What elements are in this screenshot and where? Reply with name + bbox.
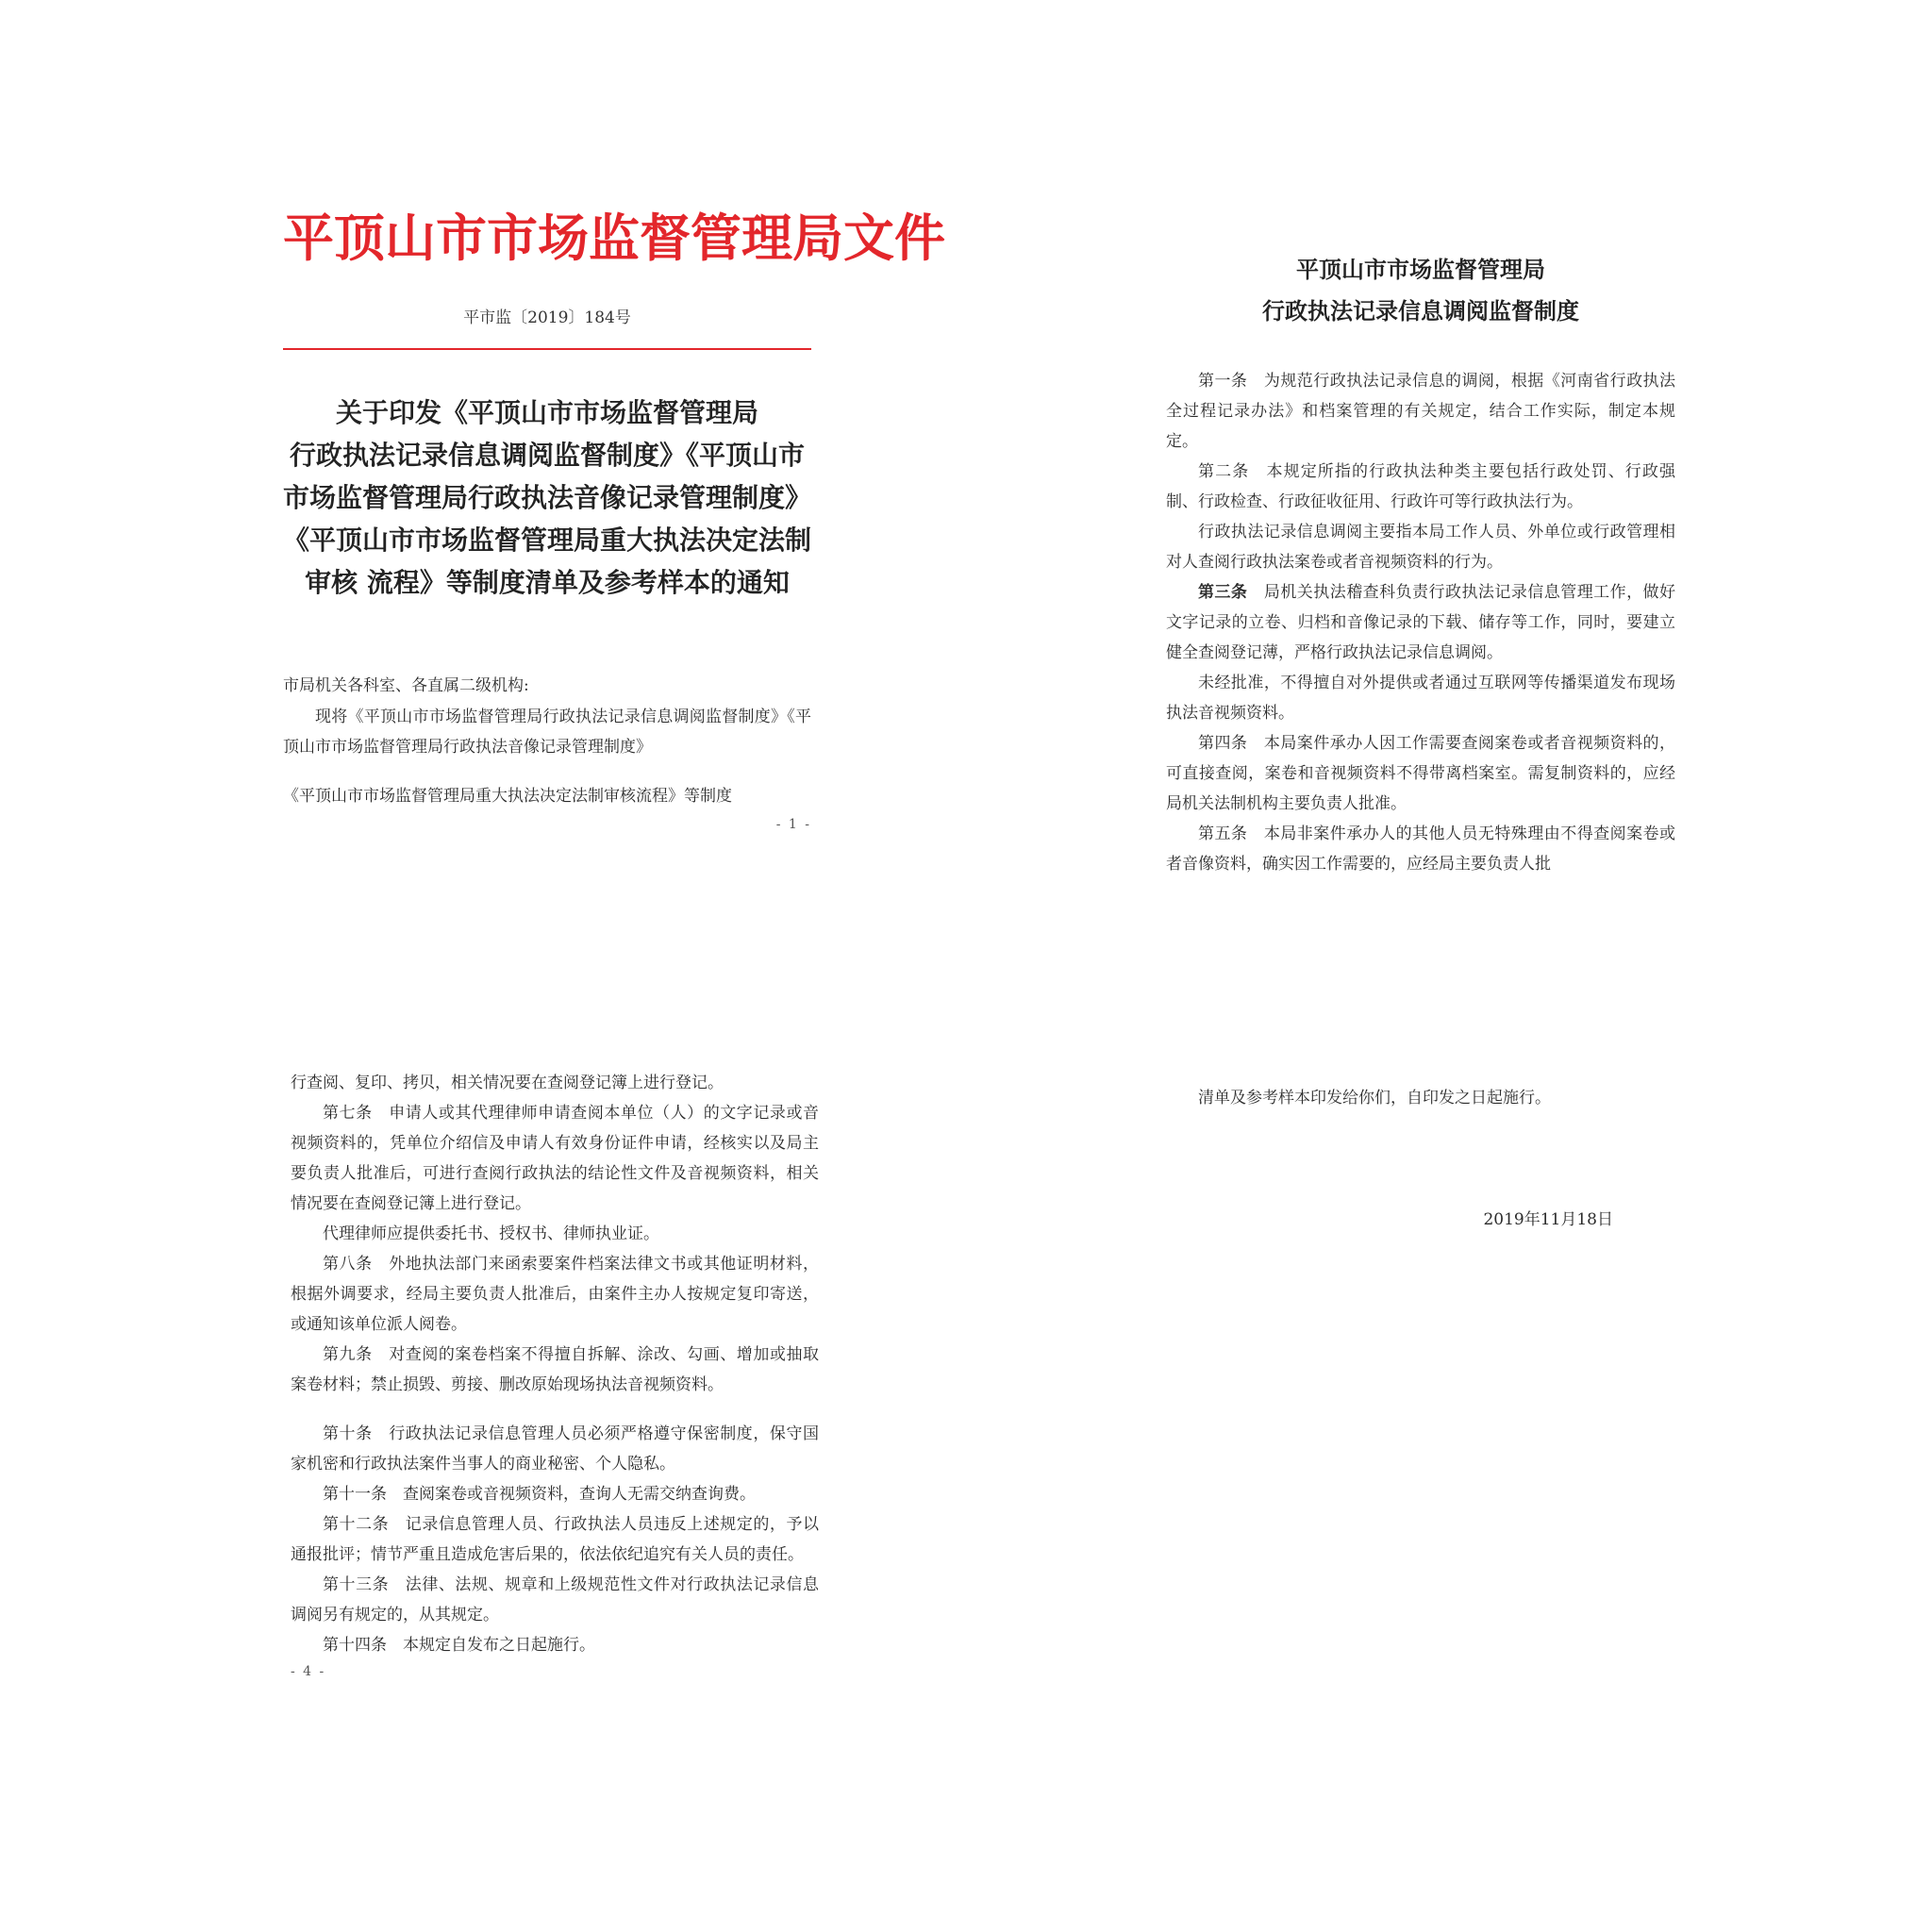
- article-text: 外地执法部门来函索要案件档案法律文书或其他证明材料，根据外调要求，经局主要负责人批准后，由案件主办人按规定复印寄送，或通知该单位派人阅卷。: [291, 1255, 820, 1334]
- document-number: 平市监〔2019〕184号: [463, 308, 631, 327]
- document-page-1: [283, 208, 945, 832]
- article-text: 记录信息管理人员、行政执法人员违反上述规定的，予以通报批评；情节严重且造成危害后果的，依法依纪追究有关人员的责任。: [291, 1515, 820, 1564]
- body-paragraph: 现将《平顶山市市场监督管理局行政执法记录信息调阅监督制度》《平顶山市市场监督管理局行政执法音像记录管理制度》: [283, 708, 811, 757]
- article-text: 代理律师应提供委托书、授权书、律师执业证。: [323, 1224, 659, 1243]
- article-paragraph: [291, 1630, 819, 1660]
- article-number: 第十四条: [323, 1636, 387, 1655]
- article-list: [1166, 366, 1675, 879]
- article-paragraph: [1166, 668, 1675, 728]
- article-paragraph: [1166, 577, 1675, 668]
- article-paragraph: [291, 1570, 819, 1630]
- article-number: 第七条: [323, 1104, 373, 1123]
- document-page-2: [1166, 249, 1675, 879]
- article-number: 第九条: [323, 1345, 373, 1364]
- article-paragraph: [291, 1249, 819, 1340]
- notice-title-line: 行政执法记录信息调阅监督制度》《平顶山市: [289, 440, 805, 471]
- page-number: - 4 -: [291, 1664, 326, 1679]
- article-number: 第十二条: [323, 1515, 390, 1534]
- article-paragraph: [1166, 457, 1675, 517]
- article-paragraph: [291, 1479, 819, 1509]
- article-number: 第十条: [323, 1424, 373, 1443]
- article-text: 行政执法记录信息调阅主要指本局工作人员、外单位或行政管理相对人查阅行政执法案卷或者音视频资料的行为。: [1166, 523, 1675, 572]
- article-paragraph: [1166, 819, 1675, 879]
- body-paragraph: 《平顶山市市场监督管理局重大执法决定法制审核流程》等制度: [283, 787, 732, 806]
- article-text: 对查阅的案卷档案不得擅自拆解、涂改、勾画、增加或抽取案卷材料；禁止损毁、剪接、删改原始现场执法音视频资料。: [291, 1345, 820, 1394]
- article-text: 本规定自发布之日起施行。: [403, 1636, 595, 1655]
- article-text: 查阅案卷或音视频资料，查询人无需交纳查询费。: [403, 1485, 756, 1504]
- red-divider: [283, 348, 811, 350]
- issue-date: 2019年11月18日: [1483, 1210, 1613, 1229]
- article-number: 第十一条: [323, 1485, 387, 1504]
- notice-title-line: 《平顶山市市场监督管理局重大执法决定法制: [283, 525, 812, 556]
- document-page-4: [291, 1068, 819, 1679]
- article-list: [291, 1068, 819, 1660]
- article-number: 第五条: [1198, 824, 1248, 843]
- article-paragraph: [1166, 366, 1675, 457]
- article-text: 本局案件承办人因工作需要查阅案卷或者音视频资料的，可直接查阅，案卷和音视频资料不得带离档案室。需复制资料的，应经局机关法制机构主要负责人批准。: [1166, 734, 1676, 813]
- regulation-title: [1166, 249, 1675, 332]
- regulation-title-line: 平顶山市市场监督管理局: [1296, 256, 1545, 283]
- article-text: 未经批准，不得擅自对外提供或者通过互联网等传播渠道发布现场执法音视频资料。: [1166, 674, 1675, 723]
- document-page-closing: [1166, 1083, 1675, 1229]
- article-number: 第二条: [1198, 462, 1250, 481]
- article-number: 第三条: [1198, 583, 1248, 602]
- article-number: 第八条: [323, 1255, 373, 1274]
- article-text: 行查阅、复印、拷贝，相关情况要在查阅登记簿上进行登记。: [291, 1074, 724, 1092]
- article-number: 第一条: [1198, 372, 1248, 391]
- article-paragraph: [291, 1419, 819, 1479]
- article-paragraph: [291, 1340, 819, 1400]
- article-paragraph: [291, 1068, 819, 1098]
- article-text: 本局非案件承办人的其他人员无特殊理由不得查阅案卷或者音像资料，确实因工作需要的，应经局主要负责人批: [1166, 824, 1676, 874]
- article-paragraph: [1166, 517, 1675, 577]
- article-paragraph: [291, 1098, 819, 1219]
- article-paragraph: [1166, 728, 1675, 819]
- page-number: - 1 -: [775, 817, 811, 832]
- notice-title-line: 关于印发《平顶山市市场监督管理局: [335, 397, 758, 428]
- addressee: 市局机关各科室、各直属二级机构:: [283, 676, 529, 695]
- notice-title-line: 审核 流程》等制度清单及参考样本的通知: [305, 567, 790, 598]
- article-text: 法律、法规、规章和上级规范性文件对行政执法记录信息调阅另有规定的，从其规定。: [291, 1575, 820, 1624]
- article-number: 第十三条: [323, 1575, 390, 1594]
- article-number: 第四条: [1198, 734, 1248, 753]
- article-text: 申请人或其代理律师申请查阅本单位（人）的文字记录或音视频资料的，凭单位介绍信及申请人有效身份证件申请，经核实以及局主要负责人批准后，可进行查阅行政执法的结论性文件及音视频资料，相关情况要在查阅登记簿上进行登记。: [291, 1104, 820, 1213]
- article-paragraph: [291, 1509, 819, 1570]
- notice-title: [283, 391, 811, 604]
- regulation-title-line: 行政执法记录信息调阅监督制度: [1262, 297, 1579, 325]
- document-header-title: 平顶山市市场监督管理局文件: [283, 208, 945, 268]
- notice-title-line: 市场监督管理局行政执法音像记录管理制度》: [283, 482, 812, 513]
- article-text: 局机关执法稽查科负责行政执法记录信息管理工作，做好文字记录的立卷、归档和音像记录的下载、储存等工作，同时，要建立健全查阅登记薄，严格行政执法记录信息调阅。: [1166, 583, 1676, 662]
- article-text: 行政执法记录信息管理人员必须严格遵守保密制度，保守国家机密和行政执法案件当事人的商业秘密、个人隐私。: [291, 1424, 820, 1474]
- article-text: 为规范行政执法记录信息的调阅，根据《河南省行政执法全过程记录办法》和档案管理的有关规定，结合工作实际，制定本规定。: [1166, 372, 1676, 451]
- closing-paragraph: 清单及参考样本印发给你们，自印发之日起施行。: [1198, 1089, 1551, 1108]
- article-paragraph: [291, 1219, 819, 1249]
- article-text: 本规定所指的行政执法种类主要包括行政处罚、行政强制、行政检查、行政征收征用、行政许可等行政执法行为。: [1166, 462, 1676, 511]
